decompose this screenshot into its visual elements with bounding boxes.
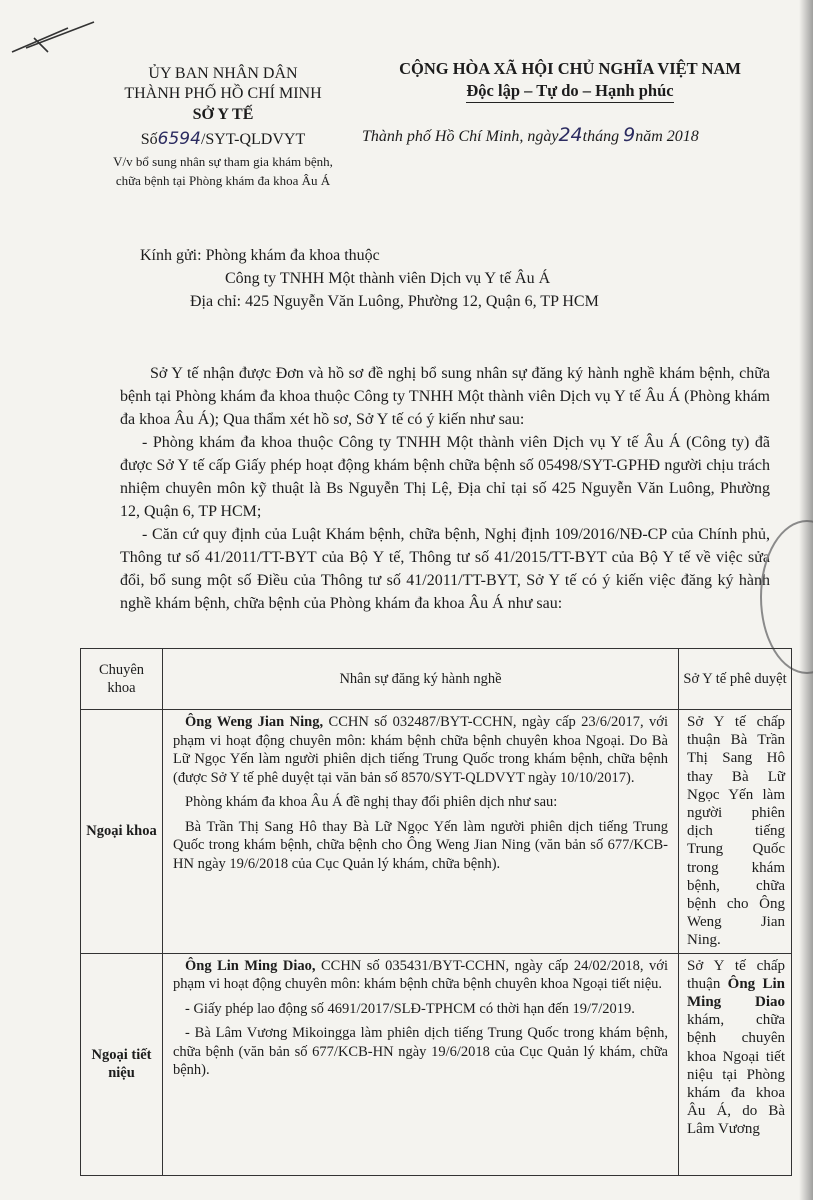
personnel-permit: - Giấy phép lao động số 4691/2017/SLĐ-TPHCM có thời hạn đến 19/7/2019.	[185, 1000, 635, 1017]
table-row	[81, 953, 792, 1175]
personnel-note: Phòng khám đa khoa Âu Á đề nghị thay đổi phiên dịch như sau:	[185, 794, 558, 810]
date-month-handwritten: 9	[623, 124, 636, 146]
registration-table	[80, 648, 792, 1176]
personnel-paragraph	[173, 713, 668, 787]
national-title: CỘNG HÒA XÃ HỘI CHỦ NGHĨA VIỆT NAM	[399, 59, 741, 78]
national-motto: Độc lập – Tự do – Hạnh phúc	[466, 80, 673, 103]
approval-post: khám, chữa bệnh chuyên khoa Ngoại tiết niệu tại Phòng khám đa khoa Âu Á, do Bà Lâm Vương	[687, 1012, 785, 1138]
doc-number-handwritten: 6594	[157, 129, 201, 149]
issuer-line-2: THÀNH PHỐ HỒ CHÍ MINH	[124, 85, 322, 102]
date-month-label: tháng	[582, 128, 620, 145]
recipient-line-3	[140, 290, 760, 313]
row-approval: Sở Y tế chấp thuận Bà Trần Thị Sang Hô thay Bà Lữ Ngọc Yến làm người phiên dịch tiếng Trung Quốc trong khám bệnh, chữa bệnh cho Ông Weng Jian Ning.	[679, 710, 792, 954]
table-header-row	[81, 649, 792, 710]
issuer-department: SỞ Y TẾ	[192, 106, 254, 123]
date-day-handwritten: 24	[558, 124, 583, 146]
recipient-block	[140, 244, 760, 313]
subject-line-1: V/v bổ sung nhân sự tham gia khám bệnh,	[113, 154, 333, 169]
date-place: Thành phố Hồ Chí Minh, ngày	[362, 128, 559, 145]
recipient-line-2	[140, 267, 760, 290]
doc-number-suffix: /SYT-QLDVYT	[200, 131, 306, 148]
date-year: năm 2018	[635, 128, 699, 145]
personnel-paragraph	[173, 957, 668, 994]
table-row	[81, 710, 792, 954]
personnel-interpreter: - Bà Lâm Vương Mikoingga làm phiên dịch tiếng Trung Quốc trong khám bệnh, chữa bệnh (văn bản số 677/KCB-HN ngày 19/6/2018 của Cục Quản lý khám, chữa bệnh).	[173, 1025, 668, 1079]
body-paragraph-1: Sở Y tế nhận được Đơn và hồ sơ đề nghị bổ sung nhân sự đăng ký hành nghề khám bệnh, chữa bệnh tại Phòng khám đa khoa thuộc Công ty TNHH Một thành viên Dịch vụ Y tế Âu Á (Phòng khám đa khoa Âu Á); Qua thẩm xét hồ sơ, Sở Y tế có ý kiến như sau:	[120, 365, 770, 428]
pen-scratch-mark	[8, 8, 98, 58]
national-header	[360, 58, 780, 103]
row-specialty: Ngoại tiết niệu	[81, 953, 163, 1175]
personnel-details: CCHN số 032487/BYT-CCHN, ngày cấp 23/6/2017, với phạm vi hoạt động chuyên môn: khám bệnh chữa bệnh chuyên khoa Ngoại. Do Bà Lữ Ngọc Yến làm người phiên dịch tiếng Trung Quốc trong khám bệnh, chữa bệnh (được Sở Y tế phê duyệt tại văn bản số 8570/SYT-QLDVYT ngày 10/10/2017).	[173, 714, 668, 786]
personnel-change: Bà Trần Thị Sang Hô thay Bà Lữ Ngọc Yến làm người phiên dịch tiếng Trung Quốc trong khám bệnh, chữa bệnh cho Ông Weng Jian Ning (văn bản số 677/KCB-HN ngày 19/6/2018 của Cục Quản lý khám, chữa bệnh).	[173, 818, 668, 872]
row-personnel	[163, 710, 679, 954]
body-paragraph-3: - Căn cứ quy định của Luật Khám bệnh, chữa bệnh, Nghị định 109/2016/NĐ-CP của Chính phủ, Thông tư số 41/2011/TT-BYT của Bộ Y tế, Thông tư số 41/2015/TT-BYT của Bộ Y tế về việc sửa đổi, bổ sung một số Điều của Thông tư số 41/2011/TT-BYT, Sở Y tế có ý kiến việc đăng ký hành nghề khám bệnh, chữa bệnh của Phòng khám đa khoa Âu Á như sau:	[120, 526, 770, 612]
scan-shadow-edge	[799, 0, 813, 1200]
personnel-name: Ông Weng Jian Ning,	[185, 714, 324, 730]
personnel-details: CCHN số 035431/BYT-CCHN, ngày cấp 24/02/2018, với phạm vi hoạt động chuyên môn: khám bệnh chữa bệnh chuyên khoa Ngoại tiết niệu.	[173, 957, 668, 993]
recipient-name-2: Công ty TNHH Một thành viên Dịch vụ Y tế Âu Á	[225, 270, 551, 287]
row-personnel	[163, 953, 679, 1175]
row-specialty: Ngoại khoa	[81, 710, 163, 954]
recipient-name-1: Phòng khám đa khoa thuộc	[205, 247, 380, 264]
subject-line-2: chữa bệnh tại Phòng khám đa khoa Âu Á	[115, 173, 331, 188]
row-approval	[679, 953, 792, 1175]
approval-pre: Sở Y tế chấp thuận	[687, 957, 785, 992]
letter-body	[120, 362, 770, 615]
recipient-line-1	[140, 244, 760, 267]
issuer-header	[78, 64, 368, 189]
approval-name: Ông Lin Ming Diao	[687, 975, 786, 1011]
recipient-address: Địa chỉ: 425 Nguyễn Văn Luông, Phường 12, Quận 6, TP HCM	[190, 293, 599, 310]
header-approval: Sở Y tế phê duyệt	[679, 649, 792, 710]
personnel-name: Ông Lin Ming Diao,	[185, 957, 316, 974]
issuer-line-1: ỦY BAN NHÂN DÂN	[148, 65, 298, 82]
recipient-label: Kính gửi:	[140, 247, 202, 264]
header-specialty: Chuyên khoa	[81, 649, 163, 710]
body-paragraph-2: - Phòng khám đa khoa thuộc Công ty TNHH Một thành viên Dịch vụ Y tế Âu Á (Công ty) đã được Sở Y tế cấp Giấy phép hoạt động khám bệnh chữa bệnh số 05498/SYT-GPHĐ người chịu trách nhiệm chuyên môn kỹ thuật là Bs Nguyễn Thị Lệ, Địa chỉ tại số 425 Nguyễn Văn Luông, Phường 12, Quận 6, TP HCM;	[120, 434, 770, 520]
document-number	[78, 128, 368, 151]
header-personnel: Nhân sự đăng ký hành nghề	[163, 649, 679, 710]
document-date	[362, 124, 699, 146]
doc-number-prefix: Số	[140, 131, 158, 148]
